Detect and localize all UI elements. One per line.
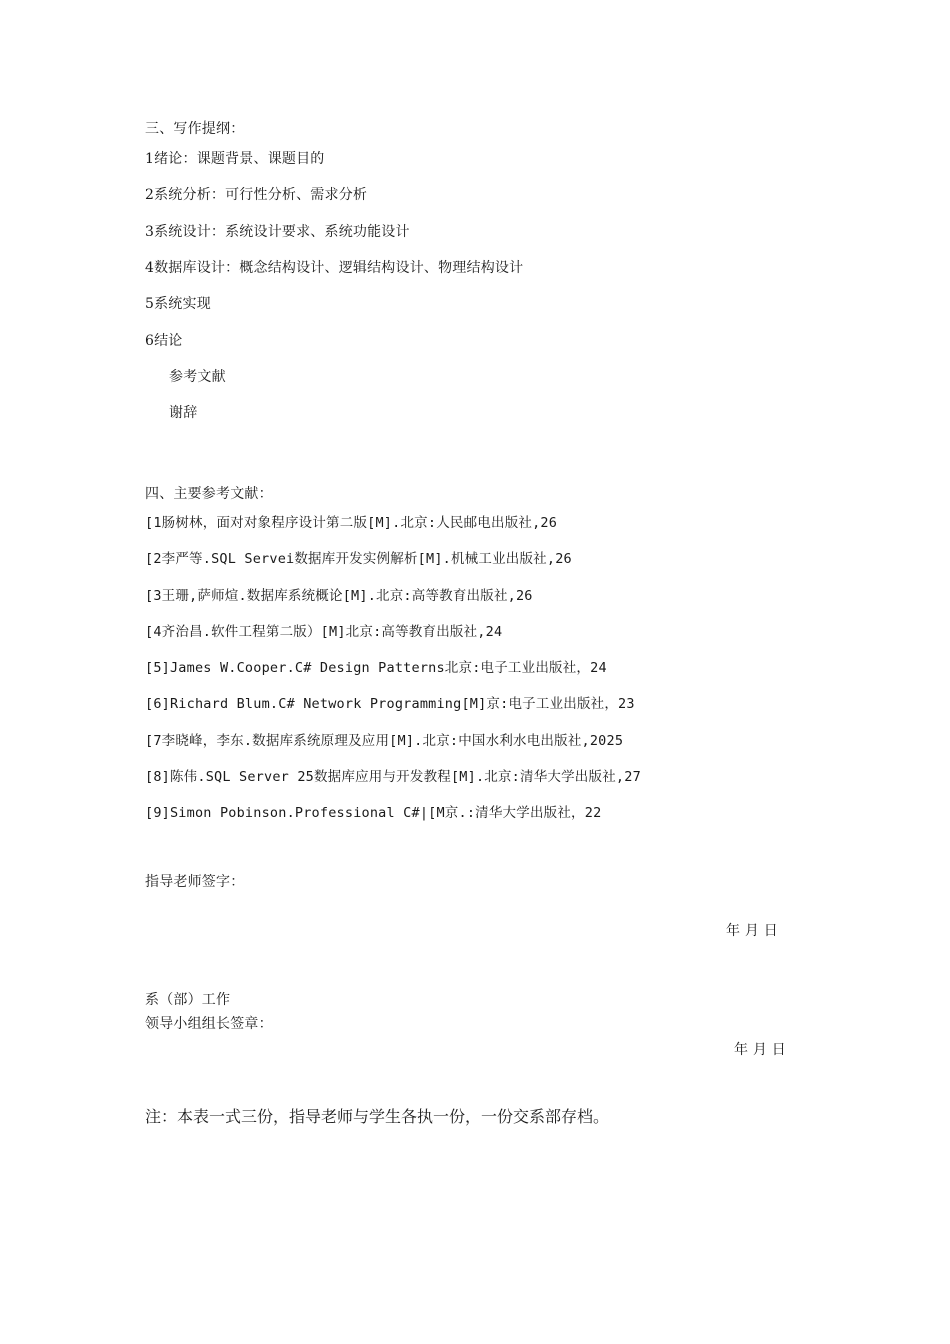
outline-item: 2系统分析：可行性分析、需求分析 — [145, 187, 368, 203]
dept-label-line1: 系（部）工作 — [145, 992, 231, 1008]
dept-date: 年 月 日 — [734, 1042, 786, 1058]
footer-note: 注：本表一式三份，指导老师与学生各执一份，一份交系部存档。 — [145, 1107, 610, 1126]
outline-item: 6结论 — [145, 333, 183, 349]
advisor-signature-label: 指导老师签字： — [145, 874, 245, 890]
dept-label-line2: 领导小组组长签章： — [145, 1016, 273, 1032]
reference-item: [2李严等.SQL Servei数据库开发实例解析[M].机械工业出版社,26 — [145, 551, 572, 567]
outline-sub-item: 谢辞 — [169, 405, 198, 421]
reference-item: [5]James W.Cooper.C# Design Patterns北京:电子工业出版社，24 — [145, 660, 607, 676]
outline-sub-item: 参考文献 — [169, 369, 226, 385]
reference-item: [6]Richard Blum.C# Network Programming[M]京:电子工业出版社，23 — [145, 696, 635, 712]
references-heading: 四、主要参考文献： — [145, 486, 273, 502]
reference-item: [4齐治昌.软件工程第二版）[M]北京:高等教育出版社,24 — [145, 624, 503, 640]
outline-heading: 三、写作提纲： — [145, 121, 245, 137]
outline-item: 3系统设计：系统设计要求、系统功能设计 — [145, 224, 410, 240]
outline-item: 4数据库设计：概念结构设计、逻辑结构设计、物理结构设计 — [145, 260, 524, 276]
outline-item: 5系统实现 — [145, 296, 211, 312]
outline-item: 1绪论：课题背景、课题目的 — [145, 151, 325, 167]
reference-item: [1肠树林，面对对象程序设计第二版[M].北京:人民邮电出版社,26 — [145, 515, 558, 531]
reference-item: [7李晓峰，李东.数据库系统原理及应用[M].北京:中国水利水电出版社,2025 — [145, 733, 624, 749]
reference-item: [3王珊,萨师煊.数据库系统概论[M].北京:高等教育出版社,26 — [145, 588, 533, 604]
reference-item: [9]Simon Pobinson.Professional C#|[M京.:清华大学出版社，22 — [145, 805, 602, 821]
advisor-date: 年 月 日 — [726, 923, 778, 939]
reference-item: [8]陈伟.SQL Server 25数据库应用与开发教程[M].北京:清华大学出版社,27 — [145, 769, 641, 785]
